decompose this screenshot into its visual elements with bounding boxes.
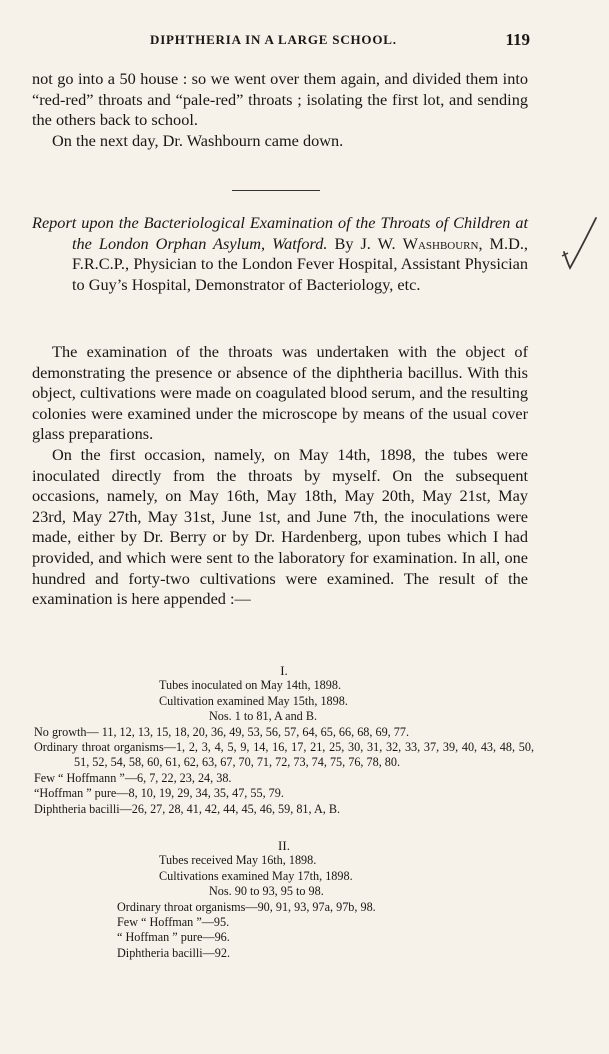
results-table-2 [34,838,534,961]
results-table-1 [34,663,534,817]
intro-paragraph: not go into a 50 house : so we went over them again, and divided them into “red-red” throats and “pale-red” throats ; isolating the first lot, and sending the others back to school. [32,69,528,130]
intro-paragraph-2: On the next day, Dr. Washbourn came down. [52,130,344,150]
page-number: 119 [505,30,530,49]
result-ordinary: Ordinary throat organisms—1, 2, 3, 4, 5, 9, 14, 16, 17, 21, 25, 30, 31, 32, 33, 37, 39, 40, 43, 48, 50, 51, 52, 54, 58, 60, 61, 62, 63, 67, 70, 71, 72, 73, 74, 75, 76, 78, 80. [34,740,534,770]
table-numeral: II. [278,838,290,853]
table-subtitle: Cultivation examined May 15th, 1898. [159,693,348,708]
table-subtitle: Tubes inoculated on May 14th, 1898. [159,678,342,693]
report-by: By J. W. [334,233,396,253]
result-no-growth: No growth— 11, 12, 13, 15, 18, 20, 36, 49, 53, 56, 57, 64, 65, 66, 68, 69, 77. [34,724,409,739]
table-subtitle: Cultivations examined May 17th, 1898. [159,868,353,883]
report-credentials: , M.D., F.R.C.P., Physician to the London Fever Hospital, Assistant Physician to Guy’s Hospital, Demonstrator of Bacteriology, etc. [72,233,529,294]
report-author: Washbourn [402,233,479,253]
handwritten-check-mark-icon [560,212,600,272]
table-nos: Nos. 90 to 93, 95 to 98. [209,884,324,899]
body-paragraph-2: On the first occasion, namely, on May 14th, 1898, the tubes were inoculated directly from the throats by myself. On the subsequent occasions, namely, on May 16th, May 18th, May 20th, May 21st, May 23rd, May 27th, May 31st, June 1st, and June 7th, the inoculations were made, either by Dr. Berry or by Dr. Hardenberg, upon tubes which I had provided, and which were sent to the laboratory for examination. In all, one hundred and forty-two cultivations were examined. The result of the examination is here appended :— [32,444,528,609]
result-ordinary: Ordinary throat organisms—90, 91, 93, 97a, 97b, 98. [117,899,376,914]
result-few-hoffman: Few “ Hoffman ”—95. [117,915,230,930]
table-numeral: I. [280,663,288,678]
section-divider [232,190,320,191]
table-nos: Nos. 1 to 81, A and B. [209,709,318,724]
body-paragraph-1: The examination of the throats was undertaken with the object of demonstrating the presence or absence of the diphtheria bacillus. With this object, cultivations were made on coagulated blood serum, and the resulting colonies were examined under the microscope by means of the usual cover glass preparations. [32,342,528,444]
table-subtitle: Tubes received May 16th, 1898. [159,853,317,868]
intro-section [32,69,528,151]
running-title: DIPHTHERIA IN A LARGE SCHOOL. [150,32,397,47]
report-heading [32,213,528,295]
result-hoffmann-pure: “Hoffman ” pure—8, 10, 19, 29, 34, 35, 47, 55, 79. [34,786,284,801]
report-title: Report upon the Bacteriological Examination of the Throats of Children at the London Orphan Asylum, Watford. [32,213,528,253]
result-hoffman-pure: “ Hoffman ” pure—96. [117,930,230,945]
result-diphtheria: Diphtheria bacilli—26, 27, 28, 41, 42, 44, 45, 46, 59, 81, A, B. [34,801,341,816]
result-diphtheria: Diphtheria bacilli—92. [117,945,231,960]
result-few-hoffmann: Few “ Hoffmann ”—6, 7, 22, 23, 24, 38. [34,770,232,785]
report-body [32,342,528,610]
